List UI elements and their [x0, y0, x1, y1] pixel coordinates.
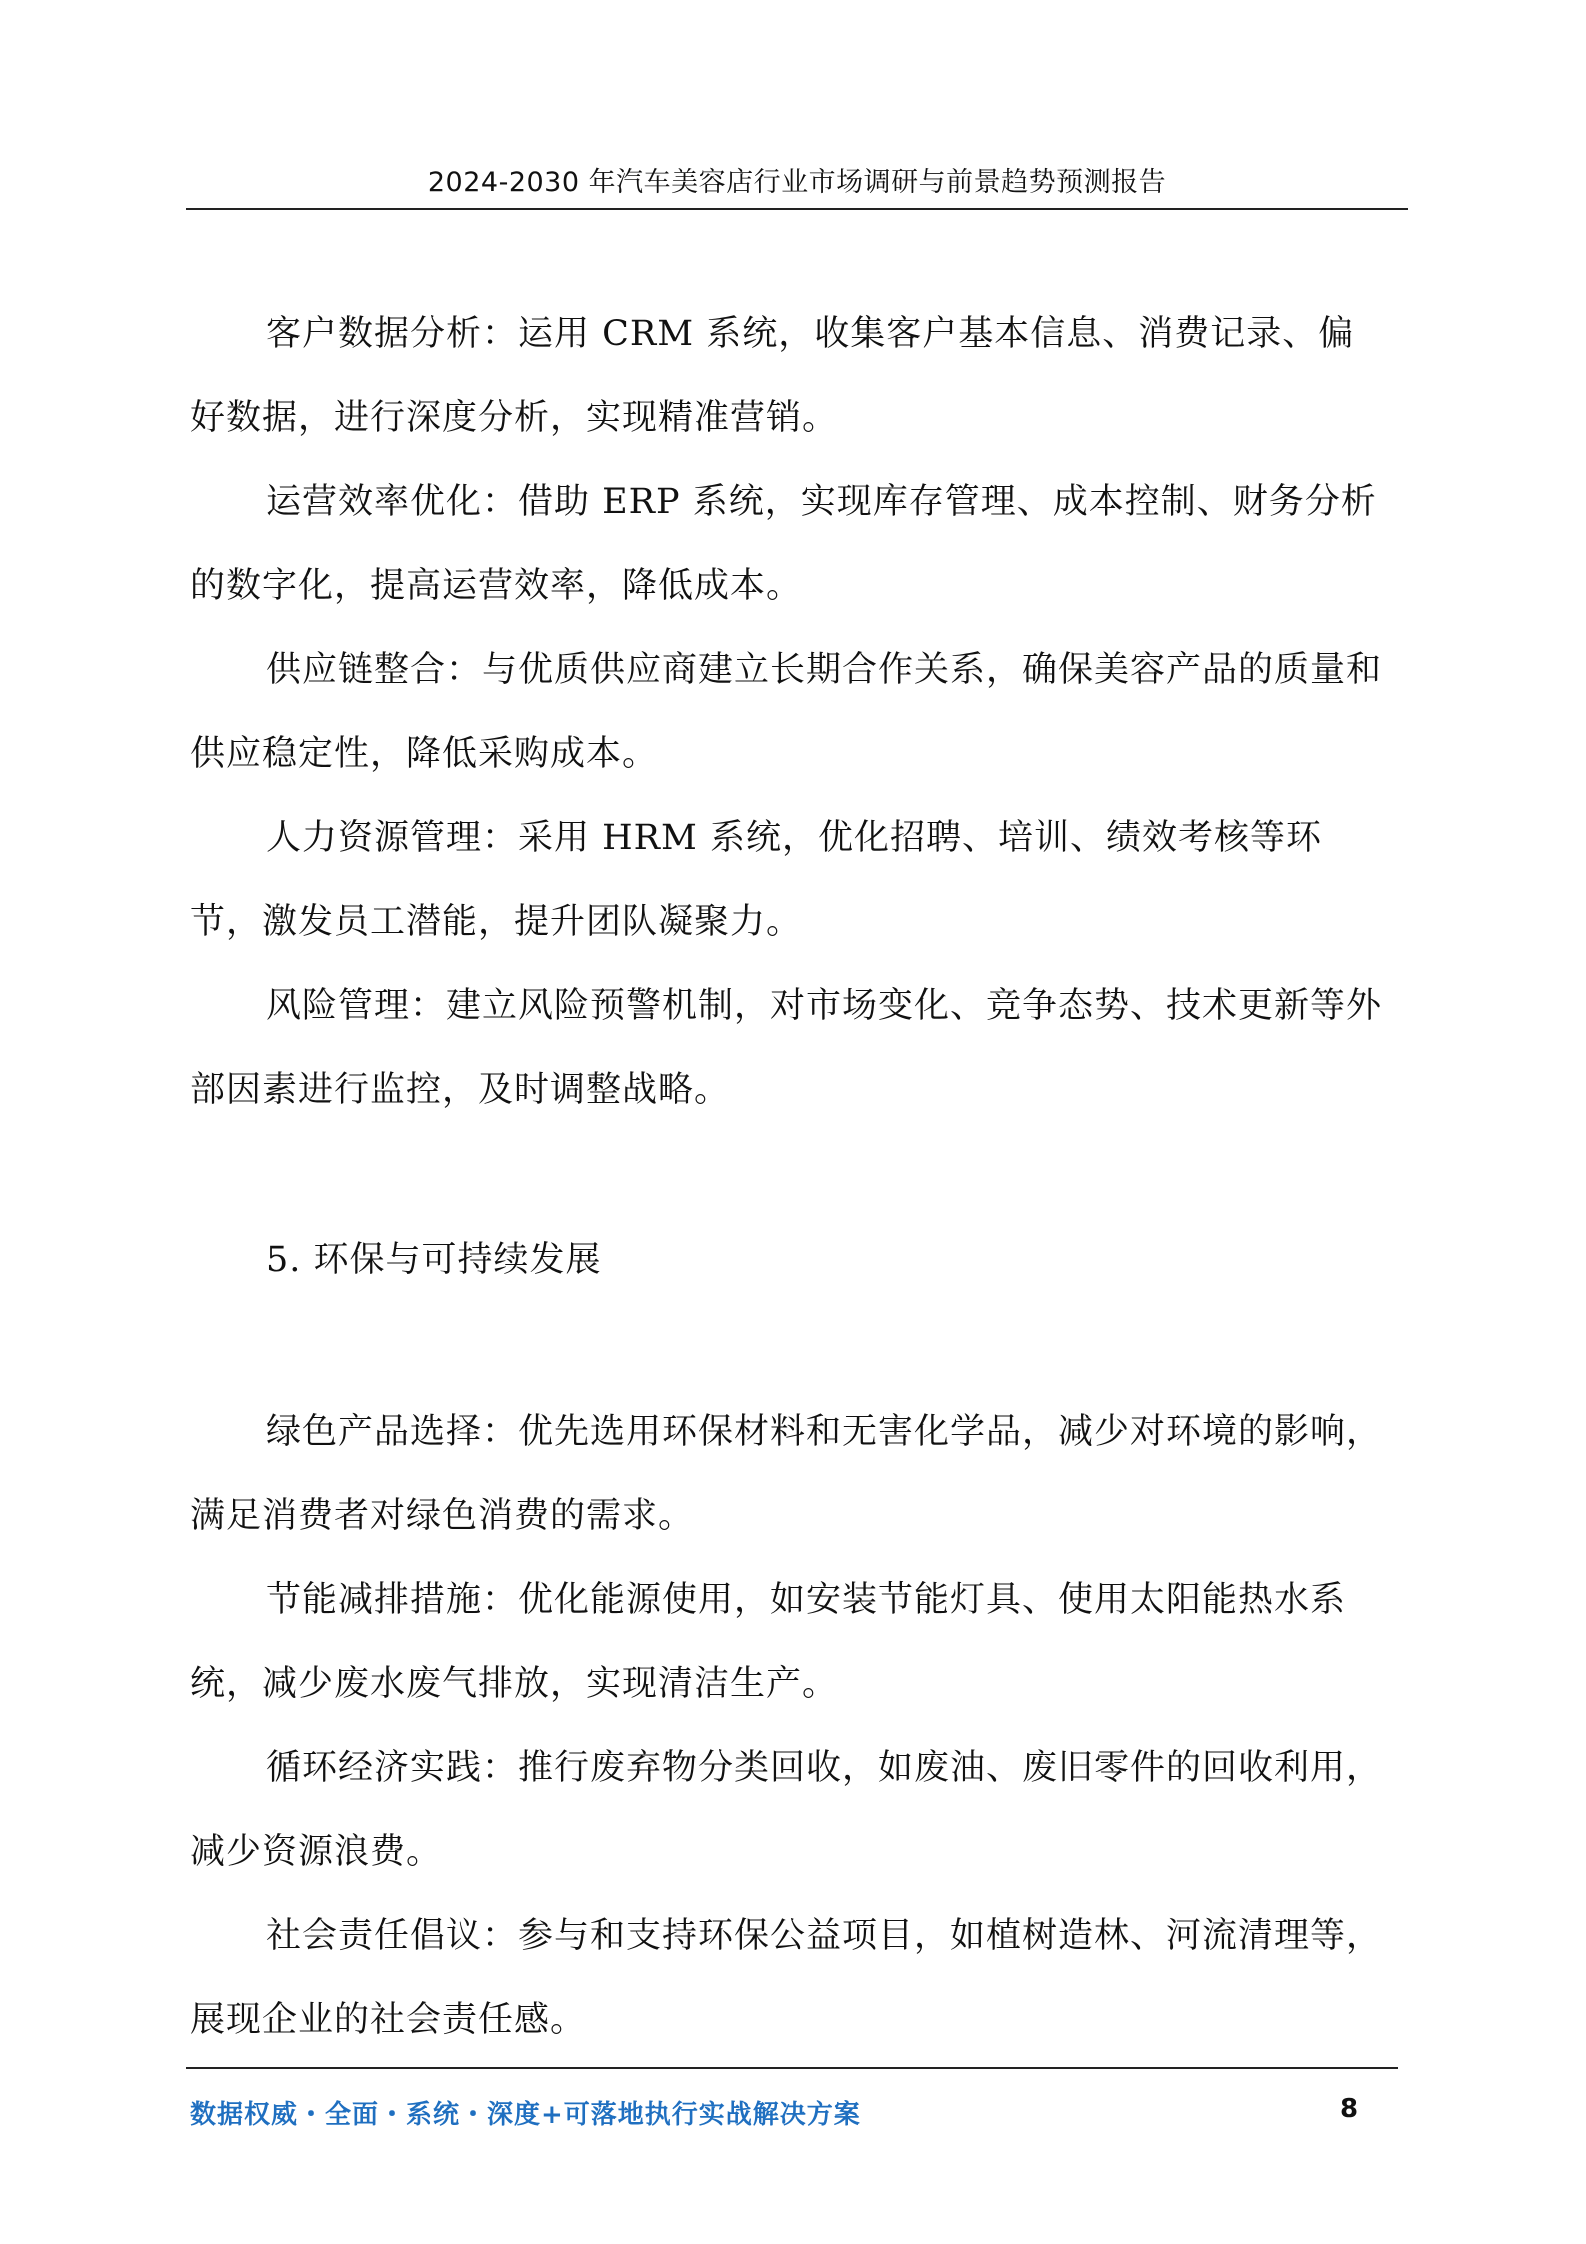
paragraph-green-products: 绿色产品选择：优先选用环保材料和无害化学品，减少对环境的影响，满足消费者对绿色消费的需求。 — [190, 1412, 1383, 1536]
report-title: 2024-2030 年汽车美容店行业市场调研与前景趋势预测报告 — [427, 167, 1167, 198]
paragraph-supply-chain-integration: 供应链整合：与优质供应商建立长期合作关系，确保美容产品的质量和供应稳定性，降低采购成本。 — [190, 650, 1383, 774]
paragraph-social-responsibility: 社会责任倡议：参与和支持环保公益项目，如植树造林、河流清理等，展现企业的社会责任感。 — [190, 1916, 1383, 2040]
paragraph-customer-data-analysis: 客户数据分析：运用 CRM 系统，收集客户基本信息、消费记录、偏好数据，进行深度分析，实现精准营销。 — [190, 314, 1355, 438]
paragraph-circular-economy: 循环经济实践：推行废弃物分类回收，如废油、废旧零件的回收利用，减少资源浪费。 — [190, 1748, 1383, 1872]
paragraph-energy-saving: 节能减排措施：优化能源使用，如安装节能灯具、使用太阳能热水系统，减少废水废气排放，实现清洁生产。 — [190, 1580, 1347, 1704]
paragraph-risk-management: 风险管理：建立风险预警机制，对市场变化、竞争态势、技术更新等外部因素进行监控，及时调整战略。 — [190, 986, 1383, 1110]
header-divider — [186, 208, 1408, 210]
section-heading-environmental: 5. 环保与可持续发展 — [266, 1240, 602, 1280]
footer-slogan: 数据权威・全面・系统・深度+可落地执行实战解决方案 — [190, 2100, 861, 2130]
page-number: 8 — [1340, 2094, 1359, 2124]
paragraph-operational-efficiency: 运营效率优化：借助 ERP 系统，实现库存管理、成本控制、财务分析的数字化，提高运营效率，降低成本。 — [190, 482, 1377, 606]
footer-divider — [186, 2067, 1398, 2069]
paragraph-human-resource-management: 人力资源管理：采用 HRM 系统，优化招聘、培训、绩效考核等环节，激发员工潜能，提升团队凝聚力。 — [190, 818, 1322, 942]
